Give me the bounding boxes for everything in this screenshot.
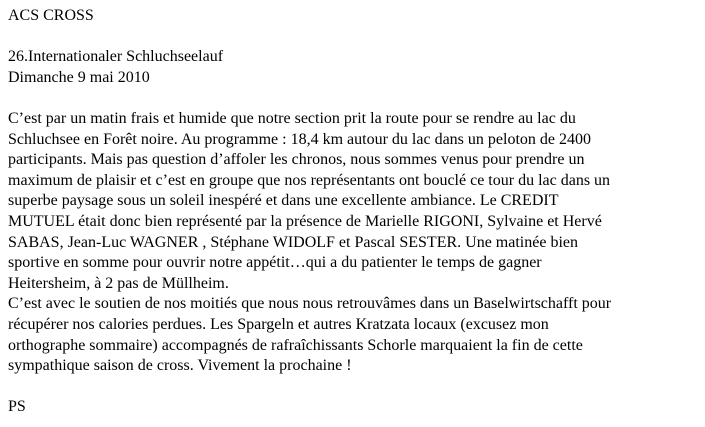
paragraph-line: maximum de plaisir et c’est en groupe que nos représentants ont bouclé ce tour du lac dans un [8, 171, 611, 189]
paragraph-line: sportive en somme pour ouvrir notre appétit…qui a du patienter le temps de gagner [8, 254, 542, 272]
signature: PS [8, 398, 26, 416]
paragraph-line: participants. Mais pas question d’affoler les chronos, nous sommes venus pour prendre un [8, 151, 585, 169]
blank-line [8, 88, 702, 109]
paragraph-line: récupérer nos calories perdues. Les Spargeln et autres Kratzata locaux (excusez mon [8, 315, 549, 333]
paragraph-line: Heitersheim, à 2 pas de Müllheim. [8, 274, 229, 292]
paragraph-line: MUTUEL était donc bien représenté par la présence de Marielle RIGONI, Sylvaine et Hervé [8, 212, 602, 230]
paragraph-line: C’est par un matin frais et humide que notre section prit la route pour se rendre au lac du [8, 109, 576, 127]
paragraph-line: C’est avec le soutien de nos moitiés que nous nous retrouvâmes dans un Baselwirtschafft pour [8, 295, 612, 313]
blank-line [8, 377, 702, 398]
paragraph-line: superbe paysage sous un soleil inespéré et dans une excellente ambiance. Le CREDIT [8, 192, 559, 210]
paragraph-line: sympathique saison de cross. Vivement la prochaine ! [8, 357, 352, 375]
blank-line [8, 27, 702, 48]
paragraph-dinner [8, 294, 702, 376]
paragraph-line: SABAS, Jean-Luc WAGNER , Stéphane WIDOLF et Pascal SESTER. Une matinée bien [8, 233, 578, 251]
paragraph-line: orthographe sommaire) accompagnés de rafraîchissants Schorle marquaient la fin de cette [8, 336, 583, 354]
document-heading: ACS CROSS [8, 7, 94, 24]
paragraph-line: Schluchsee en Forêt noire. Au programme : 18,4 km autour du lac dans un peloton de 2400 [8, 130, 591, 148]
event-title: 26.Internationaler Schluchseelauf [8, 48, 224, 66]
paragraph-report [8, 109, 702, 294]
event-date: Dimanche 9 mai 2010 [8, 68, 150, 86]
document-body [8, 6, 702, 418]
